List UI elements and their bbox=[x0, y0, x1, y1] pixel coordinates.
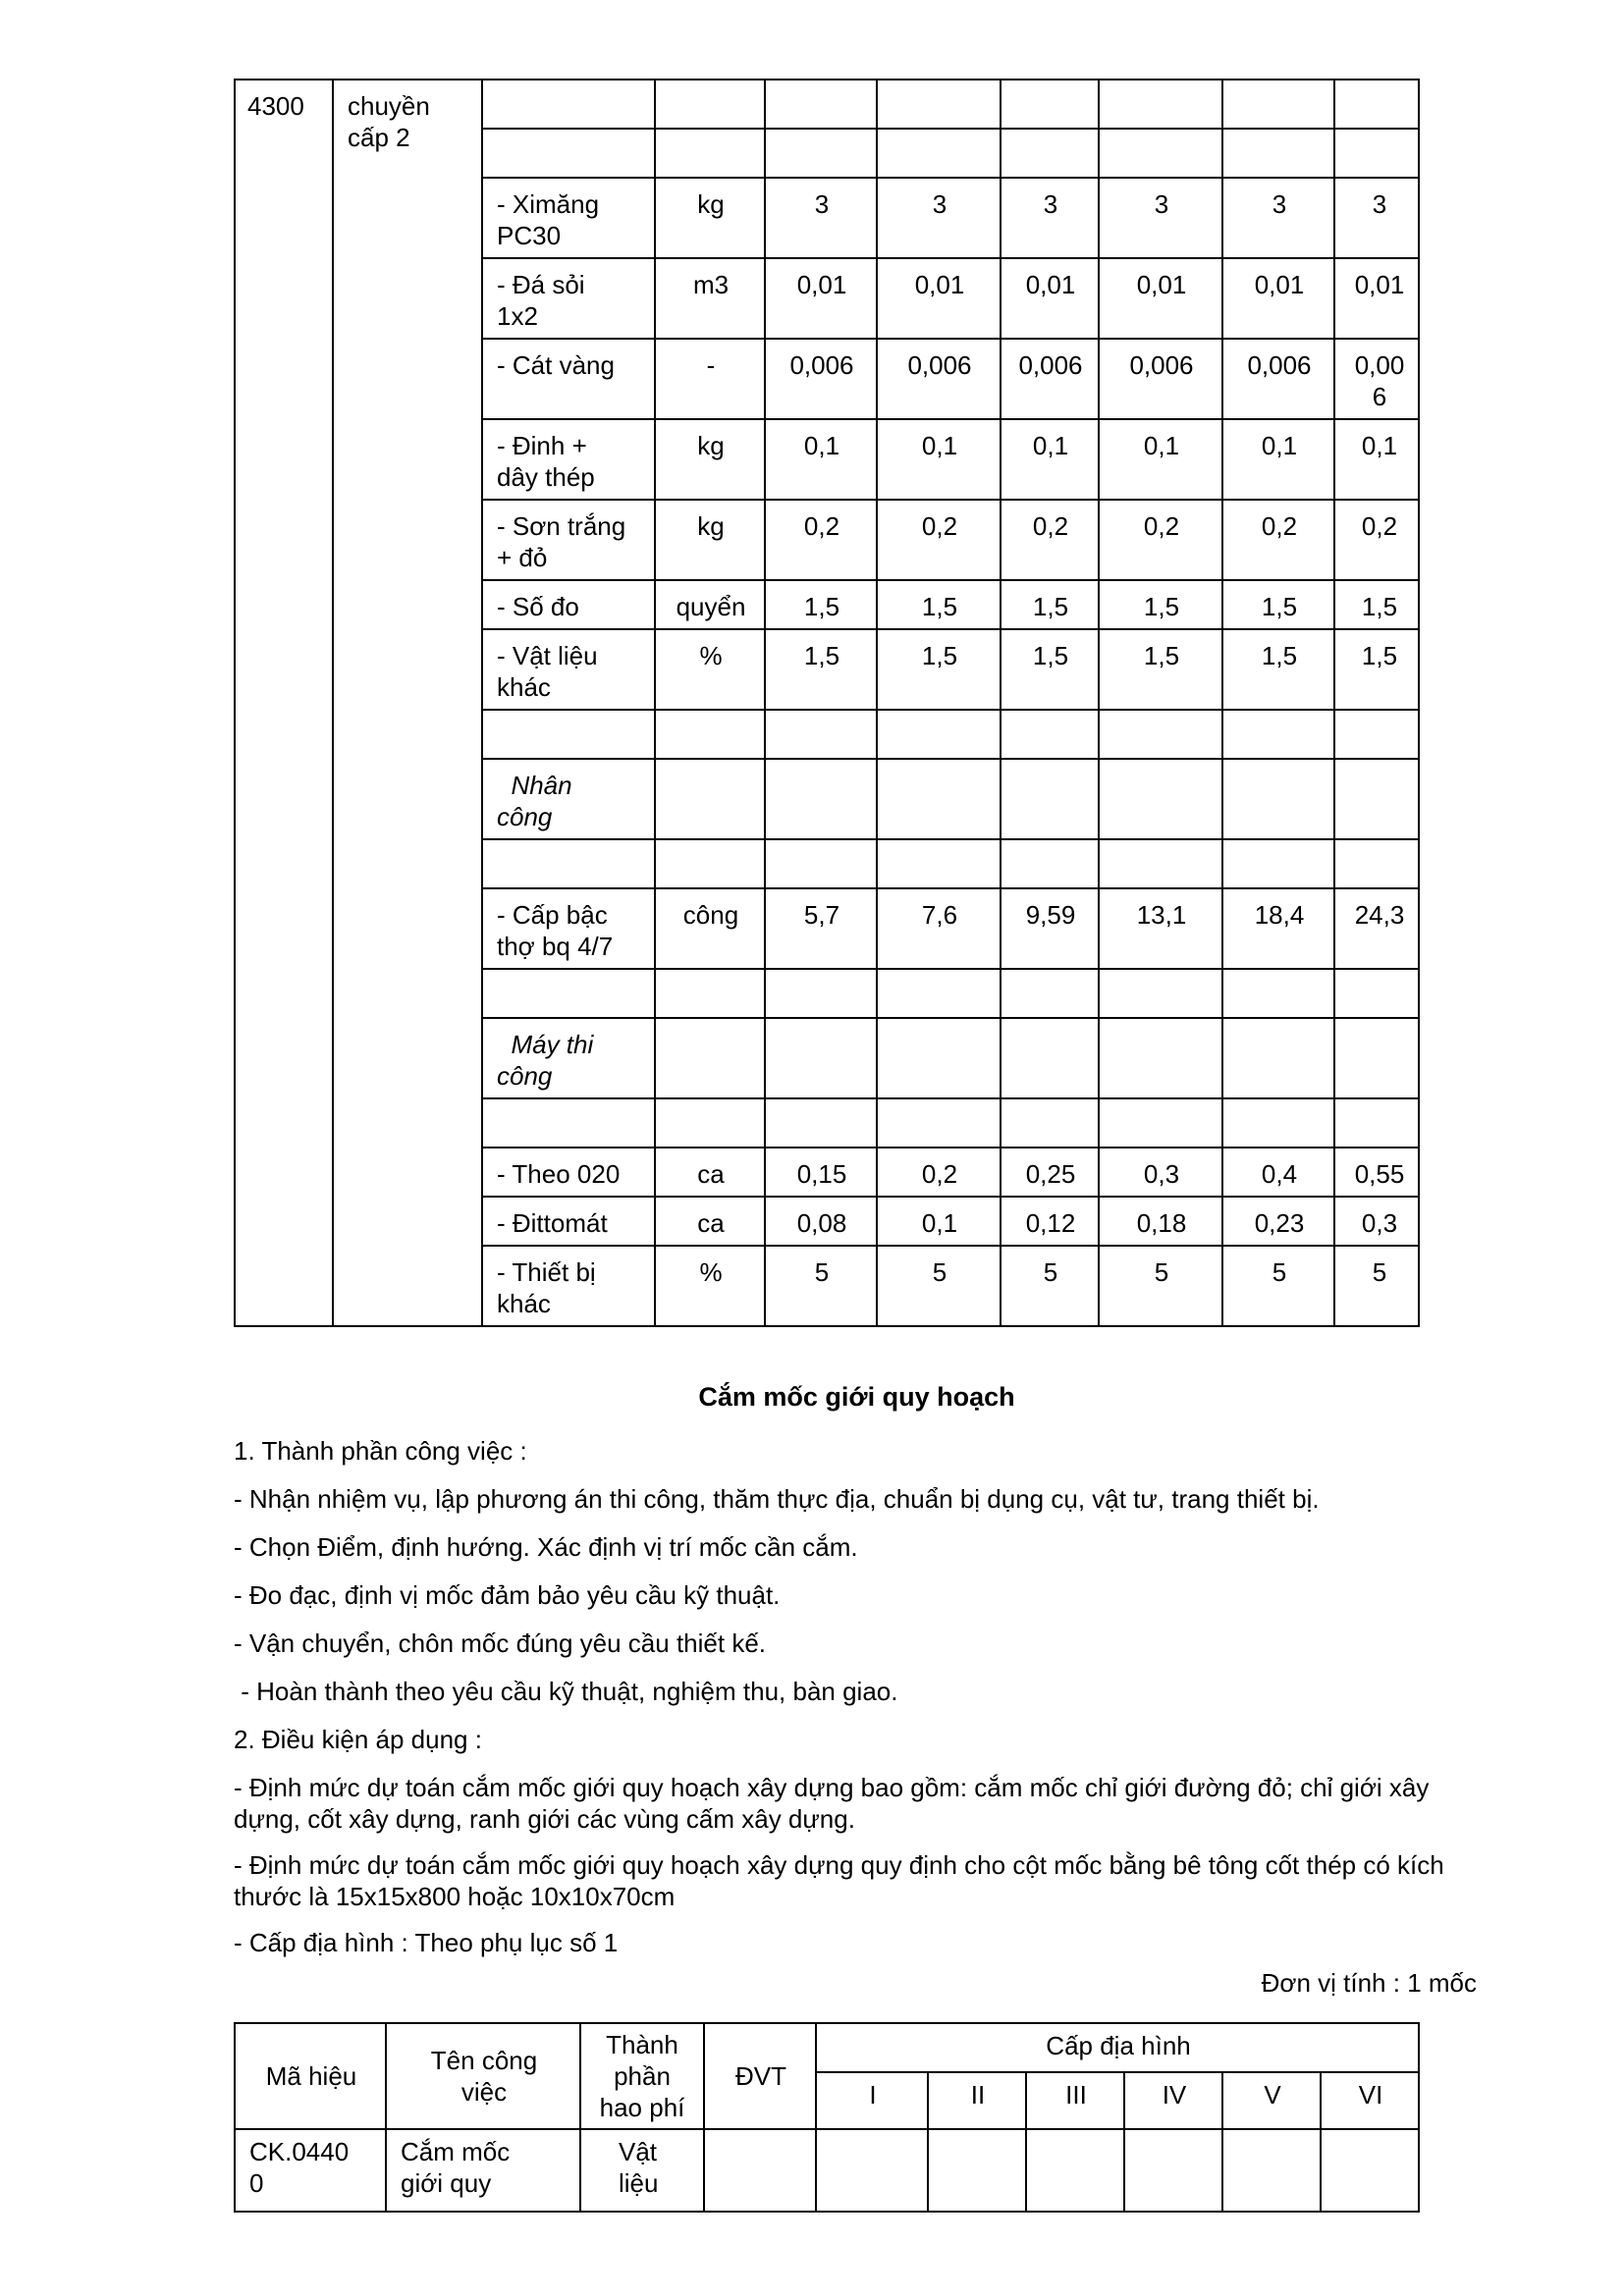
row-value bbox=[1001, 839, 1099, 888]
unit-note: Đơn vị tính : 1 mốc bbox=[1261, 1968, 1477, 1998]
row-value: 1,5 bbox=[1222, 580, 1334, 629]
row-value: 0,2 bbox=[1222, 500, 1334, 580]
row-value bbox=[1334, 80, 1419, 129]
row-unit bbox=[655, 759, 765, 839]
row-value: 0,2 bbox=[877, 500, 1001, 580]
row-value: 0,18 bbox=[1099, 1197, 1222, 1246]
row-value bbox=[877, 1018, 1001, 1098]
row-label bbox=[482, 839, 655, 888]
row-label bbox=[482, 710, 655, 759]
row-value: 0,2 bbox=[1099, 500, 1222, 580]
table-cell bbox=[1321, 2129, 1419, 2212]
row-value bbox=[1099, 759, 1222, 839]
row-value: 0,23 bbox=[1222, 1197, 1334, 1246]
row-name: Cắm mốc giới quy bbox=[386, 2129, 580, 2212]
row-label: - Theo 020 bbox=[482, 1148, 655, 1197]
row-label bbox=[482, 969, 655, 1018]
row-value: 1,5 bbox=[1001, 580, 1099, 629]
row-label: - Cấp bậc thợ bq 4/7 bbox=[482, 888, 655, 969]
row-value: 0,006 bbox=[1099, 339, 1222, 419]
row-value: 0,2 bbox=[877, 1148, 1001, 1197]
header-level: IV bbox=[1124, 2072, 1222, 2129]
row-value: 0,01 bbox=[765, 258, 877, 339]
row-value bbox=[1099, 1018, 1222, 1098]
row-unit: công bbox=[655, 888, 765, 969]
row-value: 0,1 bbox=[877, 419, 1001, 500]
row-value: 0,55 bbox=[1334, 1148, 1419, 1197]
row-value: 0,2 bbox=[765, 500, 877, 580]
row-value bbox=[877, 710, 1001, 759]
row-value bbox=[1001, 759, 1099, 839]
row-label bbox=[482, 129, 655, 178]
header-level: V bbox=[1222, 2072, 1321, 2129]
row-value: 3 bbox=[1001, 178, 1099, 258]
section-paragraph: - Định mức dự toán cắm mốc giới quy hoạch xây dựng bao gồm: cắm mốc chỉ giới đường đỏ; chỉ giới xây dựng, cốt xây dựng, ranh giới các vùng cấm xây dựng. bbox=[234, 1773, 1436, 1834]
row-value: 1,5 bbox=[1222, 629, 1334, 710]
row-component: Vật liệu bbox=[580, 2129, 704, 2212]
section-paragraph: - Chọn Điểm, định hướng. Xác định vị trí mốc cần cắm. bbox=[234, 1532, 858, 1562]
row-value: 1,5 bbox=[1001, 629, 1099, 710]
header-terrain: Cấp địa hình bbox=[816, 2023, 1419, 2072]
row-label: - Thiết bị khác bbox=[482, 1246, 655, 1326]
row-label: - Vật liệu khác bbox=[482, 629, 655, 710]
row-value bbox=[765, 839, 877, 888]
table-cell bbox=[928, 2129, 1026, 2212]
header-level: I bbox=[816, 2072, 928, 2129]
row-value bbox=[1001, 1098, 1099, 1148]
table-cell bbox=[1222, 2129, 1321, 2212]
section-paragraph: - Hoàn thành theo yêu cầu kỹ thuật, nghiệm thu, bàn giao. bbox=[234, 1677, 898, 1706]
row-value bbox=[877, 80, 1001, 129]
row-value bbox=[1222, 1098, 1334, 1148]
section-paragraph: - Vận chuyển, chôn mốc đúng yêu cầu thiết kế. bbox=[234, 1629, 767, 1658]
row-value: 0,006 bbox=[877, 339, 1001, 419]
section-paragraph: 1. Thành phần công việc : bbox=[234, 1436, 527, 1466]
row-value bbox=[765, 710, 877, 759]
row-unit bbox=[655, 1018, 765, 1098]
row-unit: - bbox=[655, 339, 765, 419]
row-value: 3 bbox=[765, 178, 877, 258]
row-value: 0,00 6 bbox=[1334, 339, 1419, 419]
row-value: 1,5 bbox=[765, 580, 877, 629]
row-value bbox=[1099, 1098, 1222, 1148]
row-value bbox=[877, 1098, 1001, 1148]
row-value: 0,1 bbox=[1222, 419, 1334, 500]
row-unit bbox=[655, 839, 765, 888]
table-cell bbox=[704, 2129, 816, 2212]
row-value bbox=[765, 759, 877, 839]
row-unit: % bbox=[655, 1246, 765, 1326]
row-value: 0,3 bbox=[1099, 1148, 1222, 1197]
row-value bbox=[877, 759, 1001, 839]
row-value bbox=[877, 839, 1001, 888]
row-value: 0,25 bbox=[1001, 1148, 1099, 1197]
row-value bbox=[877, 129, 1001, 178]
row-label bbox=[482, 80, 655, 129]
header-level: II bbox=[928, 2072, 1026, 2129]
row-value bbox=[765, 129, 877, 178]
row-value: 3 bbox=[877, 178, 1001, 258]
row-value bbox=[1222, 1018, 1334, 1098]
row-value bbox=[1001, 80, 1099, 129]
row-value: 0,3 bbox=[1334, 1197, 1419, 1246]
row-unit bbox=[655, 969, 765, 1018]
section-paragraph: - Cấp địa hình : Theo phụ lục số 1 bbox=[234, 1928, 619, 1957]
row-value bbox=[1222, 759, 1334, 839]
row-unit: quyển bbox=[655, 580, 765, 629]
row-value bbox=[1334, 1098, 1419, 1148]
row-value: 5,7 bbox=[765, 888, 877, 969]
row-value: 0,01 bbox=[1099, 258, 1222, 339]
row-unit: kg bbox=[655, 500, 765, 580]
row-label: - Đá sỏi 1x2 bbox=[482, 258, 655, 339]
row-value: 0,01 bbox=[1334, 258, 1419, 339]
row-value bbox=[1334, 129, 1419, 178]
row-value: 0,006 bbox=[765, 339, 877, 419]
row-value: 0,01 bbox=[1001, 258, 1099, 339]
row-value bbox=[1099, 839, 1222, 888]
row-value: 0,2 bbox=[1334, 500, 1419, 580]
row-value: 5 bbox=[1334, 1246, 1419, 1326]
row-value bbox=[1334, 710, 1419, 759]
row-value: 0,01 bbox=[877, 258, 1001, 339]
row-label: - Đittomát bbox=[482, 1197, 655, 1246]
row-value bbox=[1099, 710, 1222, 759]
row-value: 18,4 bbox=[1222, 888, 1334, 969]
row-value bbox=[765, 80, 877, 129]
row-value: 0,1 bbox=[1334, 419, 1419, 500]
row-unit bbox=[655, 129, 765, 178]
row-value bbox=[1334, 969, 1419, 1018]
section-paragraph: 2. Điều kiện áp dụng : bbox=[234, 1725, 482, 1754]
row-value: 1,5 bbox=[1099, 629, 1222, 710]
row-value bbox=[1222, 839, 1334, 888]
row-value bbox=[765, 969, 877, 1018]
row-value: 9,59 bbox=[1001, 888, 1099, 969]
row-label: - Số đo bbox=[482, 580, 655, 629]
row-value: 3 bbox=[1222, 178, 1334, 258]
row-unit: kg bbox=[655, 178, 765, 258]
row-value: 0,4 bbox=[1222, 1148, 1334, 1197]
row-value: 5 bbox=[1099, 1246, 1222, 1326]
row-value bbox=[1222, 710, 1334, 759]
row-label: - Đinh + dây thép bbox=[482, 419, 655, 500]
row-value bbox=[765, 1018, 877, 1098]
row-value: 1,5 bbox=[1099, 580, 1222, 629]
row-value: 0,006 bbox=[1222, 339, 1334, 419]
row-value bbox=[1334, 839, 1419, 888]
row-value bbox=[1222, 969, 1334, 1018]
row-value bbox=[1099, 969, 1222, 1018]
row-unit bbox=[655, 80, 765, 129]
header-component: Thành phần hao phí bbox=[580, 2023, 704, 2129]
row-value: 0,006 bbox=[1001, 339, 1099, 419]
row-value bbox=[877, 969, 1001, 1018]
row-value bbox=[1001, 710, 1099, 759]
row-value: 0,08 bbox=[765, 1197, 877, 1246]
section-title: Cắm mốc giới quy hoạch bbox=[698, 1382, 1015, 1412]
header-level: III bbox=[1026, 2072, 1124, 2129]
row-value: 5 bbox=[765, 1246, 877, 1326]
table-cell bbox=[1026, 2129, 1124, 2212]
work-code: 4300 bbox=[235, 80, 333, 1326]
row-value: 0,1 bbox=[877, 1197, 1001, 1246]
row-value: 0,01 bbox=[1222, 258, 1334, 339]
row-unit: m3 bbox=[655, 258, 765, 339]
row-unit: ca bbox=[655, 1197, 765, 1246]
row-value bbox=[1001, 969, 1099, 1018]
row-value bbox=[1222, 129, 1334, 178]
row-label bbox=[482, 1098, 655, 1148]
row-value: 5 bbox=[1001, 1246, 1099, 1326]
row-value: 3 bbox=[1099, 178, 1222, 258]
table-row bbox=[235, 80, 1419, 129]
row-value bbox=[1334, 1018, 1419, 1098]
row-value bbox=[765, 1098, 877, 1148]
row-value: 1,5 bbox=[765, 629, 877, 710]
row-value: 1,5 bbox=[1334, 580, 1419, 629]
header-name: Tên công việc bbox=[386, 2023, 580, 2129]
row-value: 5 bbox=[1222, 1246, 1334, 1326]
table-cell bbox=[816, 2129, 928, 2212]
row-label: - Cát vàng bbox=[482, 339, 655, 419]
header-code: Mã hiệu bbox=[235, 2023, 386, 2129]
row-value bbox=[1222, 80, 1334, 129]
row-value bbox=[1099, 80, 1222, 129]
row-label: - Sơn trắng + đỏ bbox=[482, 500, 655, 580]
row-value: 0,12 bbox=[1001, 1197, 1099, 1246]
section-paragraph: - Định mức dự toán cắm mốc giới quy hoạch xây dựng quy định cho cột mốc bằng bê tông cốt thép có kích thước là 15x15x800 hoặc 10x10x70cm bbox=[234, 1850, 1451, 1911]
header-unit: ĐVT bbox=[704, 2023, 816, 2129]
row-unit: % bbox=[655, 629, 765, 710]
row-value: 0,1 bbox=[1001, 419, 1099, 500]
row-value: 13,1 bbox=[1099, 888, 1222, 969]
norms-table-continued bbox=[234, 79, 1420, 1327]
row-unit bbox=[655, 1098, 765, 1148]
row-value bbox=[1001, 129, 1099, 178]
row-value: 5 bbox=[877, 1246, 1001, 1326]
section-paragraph: - Đo đạc, định vị mốc đảm bảo yêu cầu kỹ thuật. bbox=[234, 1580, 781, 1610]
row-unit: kg bbox=[655, 419, 765, 500]
table-cell bbox=[1124, 2129, 1222, 2212]
row-value bbox=[1001, 1018, 1099, 1098]
row-value: 0,2 bbox=[1001, 500, 1099, 580]
row-label: Máy thi công bbox=[482, 1018, 655, 1098]
row-value bbox=[1334, 759, 1419, 839]
row-code: CK.0440 0 bbox=[235, 2129, 386, 2212]
section-paragraph: - Nhận nhiệm vụ, lập phương án thi công, thăm thực địa, chuẩn bị dụng cụ, vật tư, trang thiết bị. bbox=[234, 1484, 1320, 1514]
row-label: - Ximăng PC30 bbox=[482, 178, 655, 258]
row-value: 24,3 bbox=[1334, 888, 1419, 969]
header-level: VI bbox=[1321, 2072, 1419, 2129]
row-value: 0,1 bbox=[1099, 419, 1222, 500]
row-value: 1,5 bbox=[877, 580, 1001, 629]
row-value: 1,5 bbox=[1334, 629, 1419, 710]
row-value: 0,1 bbox=[765, 419, 877, 500]
marker-norms-table bbox=[234, 2022, 1420, 2213]
row-label: Nhân công bbox=[482, 759, 655, 839]
row-unit bbox=[655, 710, 765, 759]
row-value bbox=[1099, 129, 1222, 178]
row-value: 3 bbox=[1334, 178, 1419, 258]
row-value: 1,5 bbox=[877, 629, 1001, 710]
row-value: 0,15 bbox=[765, 1148, 877, 1197]
row-value: 7,6 bbox=[877, 888, 1001, 969]
row-unit: ca bbox=[655, 1148, 765, 1197]
work-name: chuyền cấp 2 bbox=[333, 80, 482, 1326]
